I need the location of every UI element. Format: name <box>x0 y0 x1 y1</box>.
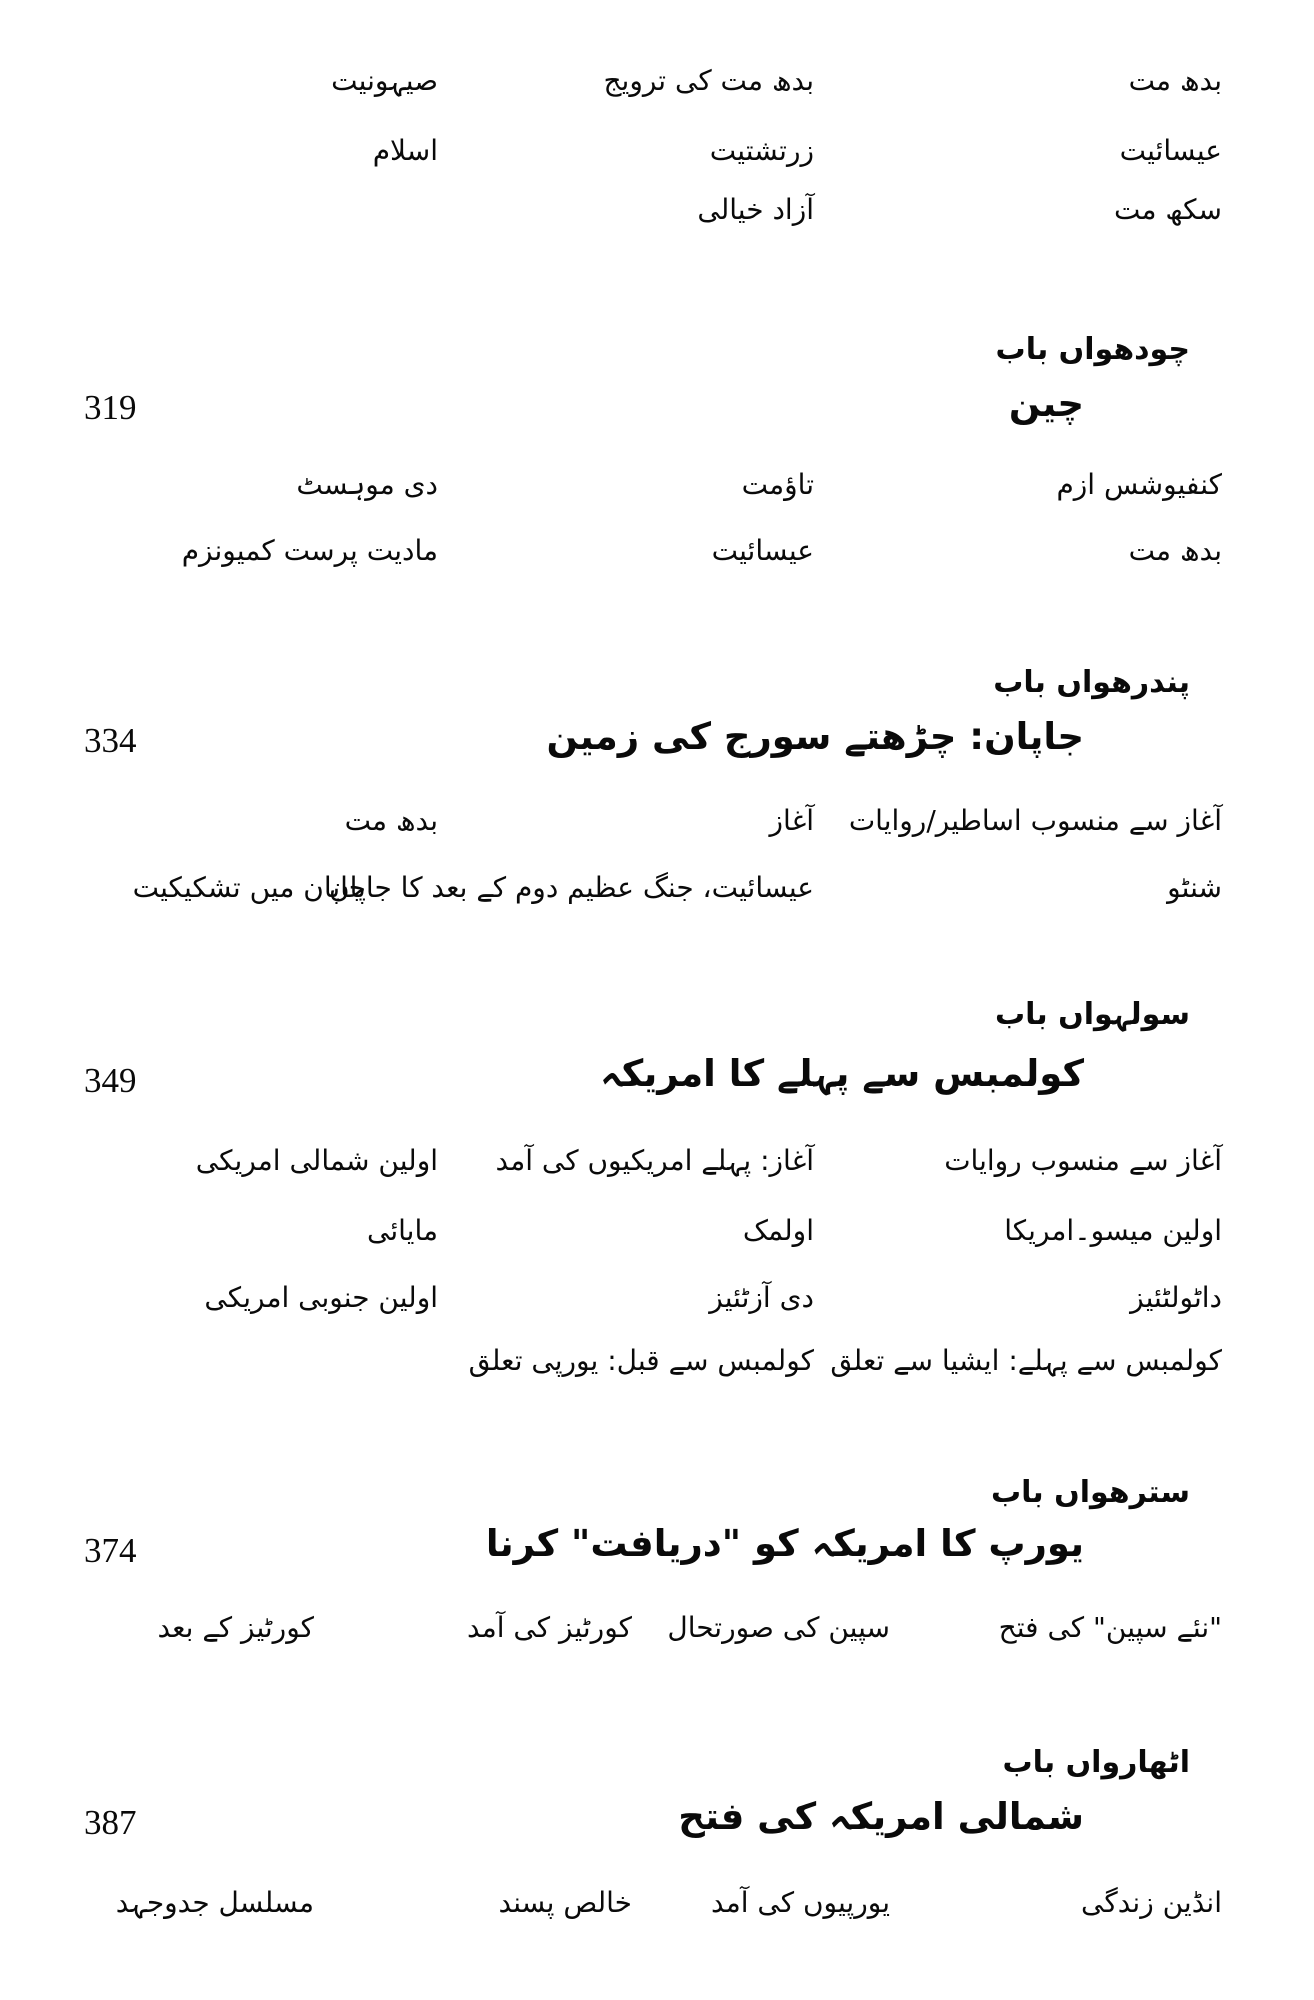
page-number: 387 <box>84 1803 137 1842</box>
toc-entry: مادیت پرست کمیونزم <box>181 534 438 567</box>
toc-entry: آغاز سے منسوب اساطیر/روایات <box>848 804 1222 837</box>
toc-entry: آغاز: پہلے امریکیوں کی آمد <box>495 1144 814 1177</box>
toc-entry: بدھ مت کی ترویج <box>603 64 814 97</box>
chapter-title: شمالی امریکہ کی فتح <box>678 1795 1084 1838</box>
toc-entry: کولمبس سے پہلے: ایشیا سے تعلق <box>830 1344 1222 1377</box>
toc-entry: اولین جنوبی امریکی <box>204 1281 438 1314</box>
toc-entry: "نئے سپین" کی فتح <box>998 1611 1222 1644</box>
chapter-title: جاپان: چڑھتے سورج کی زمین <box>546 715 1084 758</box>
chapter-label: اٹھارواں باب <box>1002 1745 1190 1780</box>
toc-entry: عیسائیت <box>1119 134 1222 167</box>
toc-entry: اولین شمالی امریکی <box>195 1144 438 1177</box>
toc-entry: دی آزٹئیز <box>709 1281 814 1314</box>
toc-entry: صیہونیت <box>331 64 438 97</box>
toc-entry: سکھ مت <box>1113 193 1222 226</box>
toc-entry: آغاز سے منسوب روایات <box>944 1144 1222 1177</box>
toc-entry: شنٹو <box>1167 871 1222 904</box>
toc-entry: عیسائیت، جنگ عظیم دوم کے بعد کا جاپان <box>329 871 814 904</box>
toc-entry: زرتشتیت <box>709 134 814 167</box>
toc-entry: تاؤمت <box>741 468 814 501</box>
toc-entry: انڈین زندگی <box>1081 1886 1222 1919</box>
chapter-title: یورپ کا امریکہ کو "دریافت" کرنا <box>485 1522 1084 1565</box>
toc-entry: یورپیوں کی آمد <box>711 1886 890 1919</box>
chapter-label: سترھواں باب <box>990 1475 1190 1510</box>
toc-entry: آغاز <box>769 804 814 837</box>
toc-entry: مایائی <box>367 1214 438 1247</box>
toc-entry: عیسائیت <box>711 534 814 567</box>
toc-entry: بدھ مت <box>1128 534 1222 567</box>
chapter-label: سولہواں باب <box>995 997 1190 1032</box>
toc-entry: جاپان میں تشکیکیت <box>132 871 366 904</box>
toc-entry: سپین کی صورتحال <box>667 1611 890 1644</box>
toc-entry: اولین میسو۔امریکا <box>1004 1214 1222 1247</box>
toc-entry: کنفیوشس ازم <box>1056 468 1222 501</box>
toc-entry: بدھ مت <box>1128 64 1222 97</box>
page-number: 374 <box>84 1531 137 1570</box>
toc-entry: داٹولٹئیز <box>1130 1281 1222 1314</box>
chapter-title: کولمبس سے پہلے کا امریکہ <box>600 1052 1084 1095</box>
toc-entry: اولمک <box>742 1214 814 1247</box>
toc-entry: کورٹیز کے بعد <box>157 1611 314 1644</box>
toc-entry: آزاد خیالی <box>697 193 814 226</box>
page-number: 319 <box>84 388 137 427</box>
chapter-label: چودھواں باب <box>995 332 1190 367</box>
page-number: 349 <box>84 1061 137 1100</box>
toc-entry: بدھ مت <box>344 804 438 837</box>
toc-entry: کورٹیز کی آمد <box>467 1611 632 1644</box>
toc-entry: دی موہسٹ <box>296 468 438 501</box>
toc-entry: خالص پسند <box>498 1886 632 1919</box>
chapter-label: پندرھواں باب <box>993 665 1190 700</box>
toc-entry: مسلسل جدوجہد <box>115 1886 314 1919</box>
chapter-title: چین <box>1008 382 1084 425</box>
toc-entry: اسلام <box>372 134 438 167</box>
page-number: 334 <box>84 721 137 760</box>
toc-entry: کولمبس سے قبل: یورپی تعلق <box>468 1344 814 1377</box>
